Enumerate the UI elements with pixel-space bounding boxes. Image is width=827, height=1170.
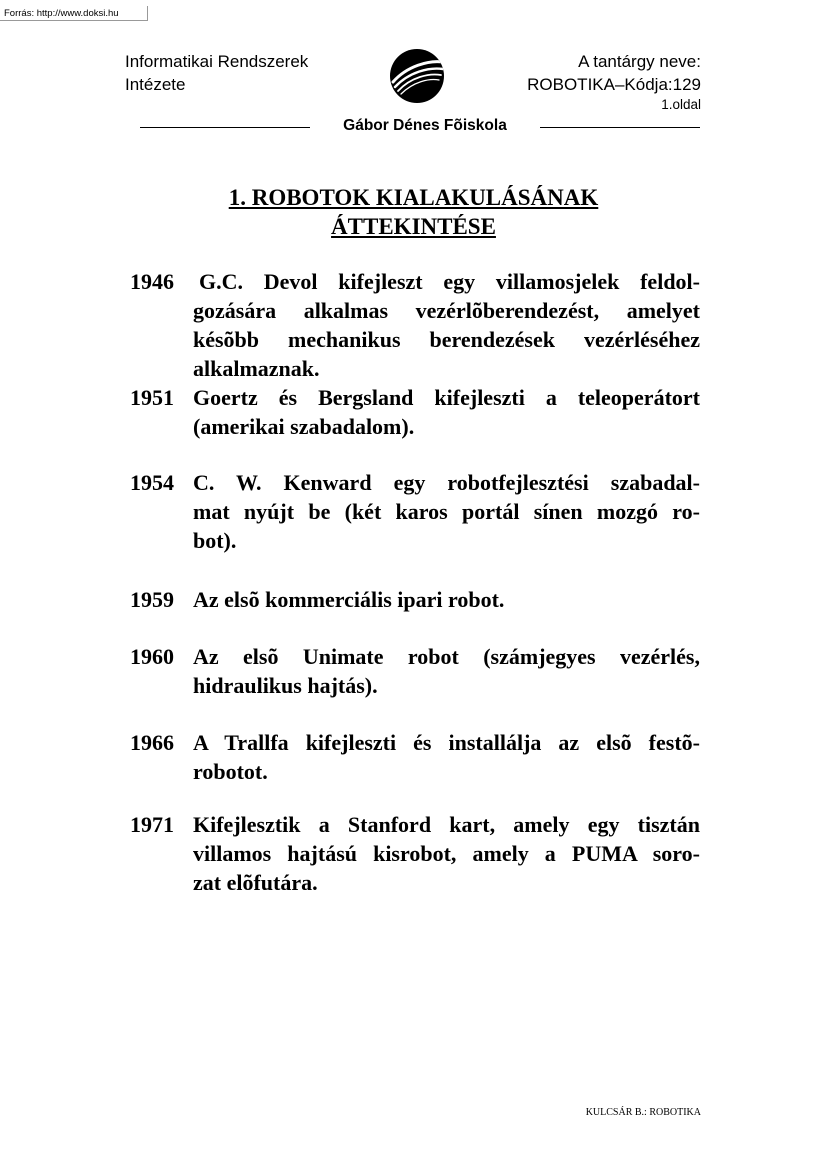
entry-line: zat elõfutára. — [193, 870, 318, 895]
entry-line: robotot. — [193, 759, 268, 784]
timeline-entry — [130, 267, 700, 383]
entry-line: Kifejlesztik a Stanford kart, amely egy tisztán — [193, 812, 700, 837]
timeline-entry — [130, 642, 700, 700]
entry-text — [193, 728, 700, 786]
subject-code: ROBOTIKA–Kódja:129 — [527, 75, 701, 94]
page-title — [130, 183, 697, 241]
entry-year: 1960 — [130, 644, 174, 669]
timeline-entry — [130, 585, 700, 614]
entry-line: A Trallfa kifejleszti és installálja az elsõ festõ- — [193, 730, 700, 755]
entry-line: késõbb mechanikus berendezések vezérléséhez — [193, 327, 700, 352]
school-logo-icon — [389, 48, 445, 104]
timeline-entry — [130, 810, 700, 897]
institute-line-1: Informatikai Rendszerek — [125, 52, 309, 71]
entry-line: villamos hajtású kisrobot, amely a PUMA soro- — [193, 841, 700, 866]
timeline-entry — [130, 728, 700, 786]
entry-year: 1959 — [130, 587, 174, 612]
institute-name — [125, 50, 308, 96]
right-divider — [540, 127, 700, 128]
entry-year: 1971 — [130, 812, 174, 837]
school-banner — [140, 116, 700, 136]
school-name: Gábor Dénes Fõiskola — [343, 117, 507, 134]
entry-year: 1946 — [130, 269, 174, 294]
entry-line: Az elsõ kommerciális ipari robot. — [193, 587, 505, 612]
title-line-2: ÁTTEKINTÉSE — [331, 214, 496, 239]
entry-year: 1966 — [130, 730, 174, 755]
entry-line: (amerikai szabadalom). — [193, 414, 415, 439]
entry-line: gozására alkalmas vezérlõberendezést, amelyet — [193, 298, 700, 323]
entry-line: Az elsõ Unimate robot (számjegyes vezérlés, — [193, 644, 700, 669]
timeline-entry — [130, 383, 700, 441]
entry-line: C. W. Kenward egy robotfejlesztési szabadal- — [193, 470, 700, 495]
title-line-1: 1. ROBOTOK KIALAKULÁSÁNAK — [228, 185, 599, 210]
entry-text — [193, 642, 700, 700]
entry-line: bot). — [193, 528, 237, 553]
left-divider — [140, 127, 310, 128]
subject-info — [527, 50, 701, 114]
subject-label: A tantárgy neve: — [578, 52, 701, 71]
institute-line-2: Intézete — [125, 75, 186, 94]
entry-year: 1951 — [130, 385, 174, 410]
entry-line: Goertz és Bergsland kifejleszti a teleoperátort — [193, 385, 700, 410]
entry-text — [193, 810, 700, 897]
timeline-entry — [130, 468, 700, 555]
source-label: Forrás: http://www.doksi.hu — [0, 6, 148, 21]
entry-line: mat nyújt be (két karos portál sínen mozgó ro- — [193, 499, 700, 524]
footer-author: KULCSÁR B.: ROBOTIKA — [585, 1107, 701, 1118]
entry-year: 1954 — [130, 470, 174, 495]
entry-text — [193, 468, 700, 555]
entry-text — [193, 267, 700, 383]
entry-line: hidraulikus hajtás). — [193, 673, 378, 698]
entry-line: G.C. Devol kifejleszt egy villamosjelek feldol- — [199, 269, 700, 294]
entry-line: alkalmaznak. — [193, 356, 320, 381]
entry-text — [193, 383, 700, 441]
page-number: 1.oldal — [661, 97, 701, 112]
entry-text — [193, 585, 700, 614]
